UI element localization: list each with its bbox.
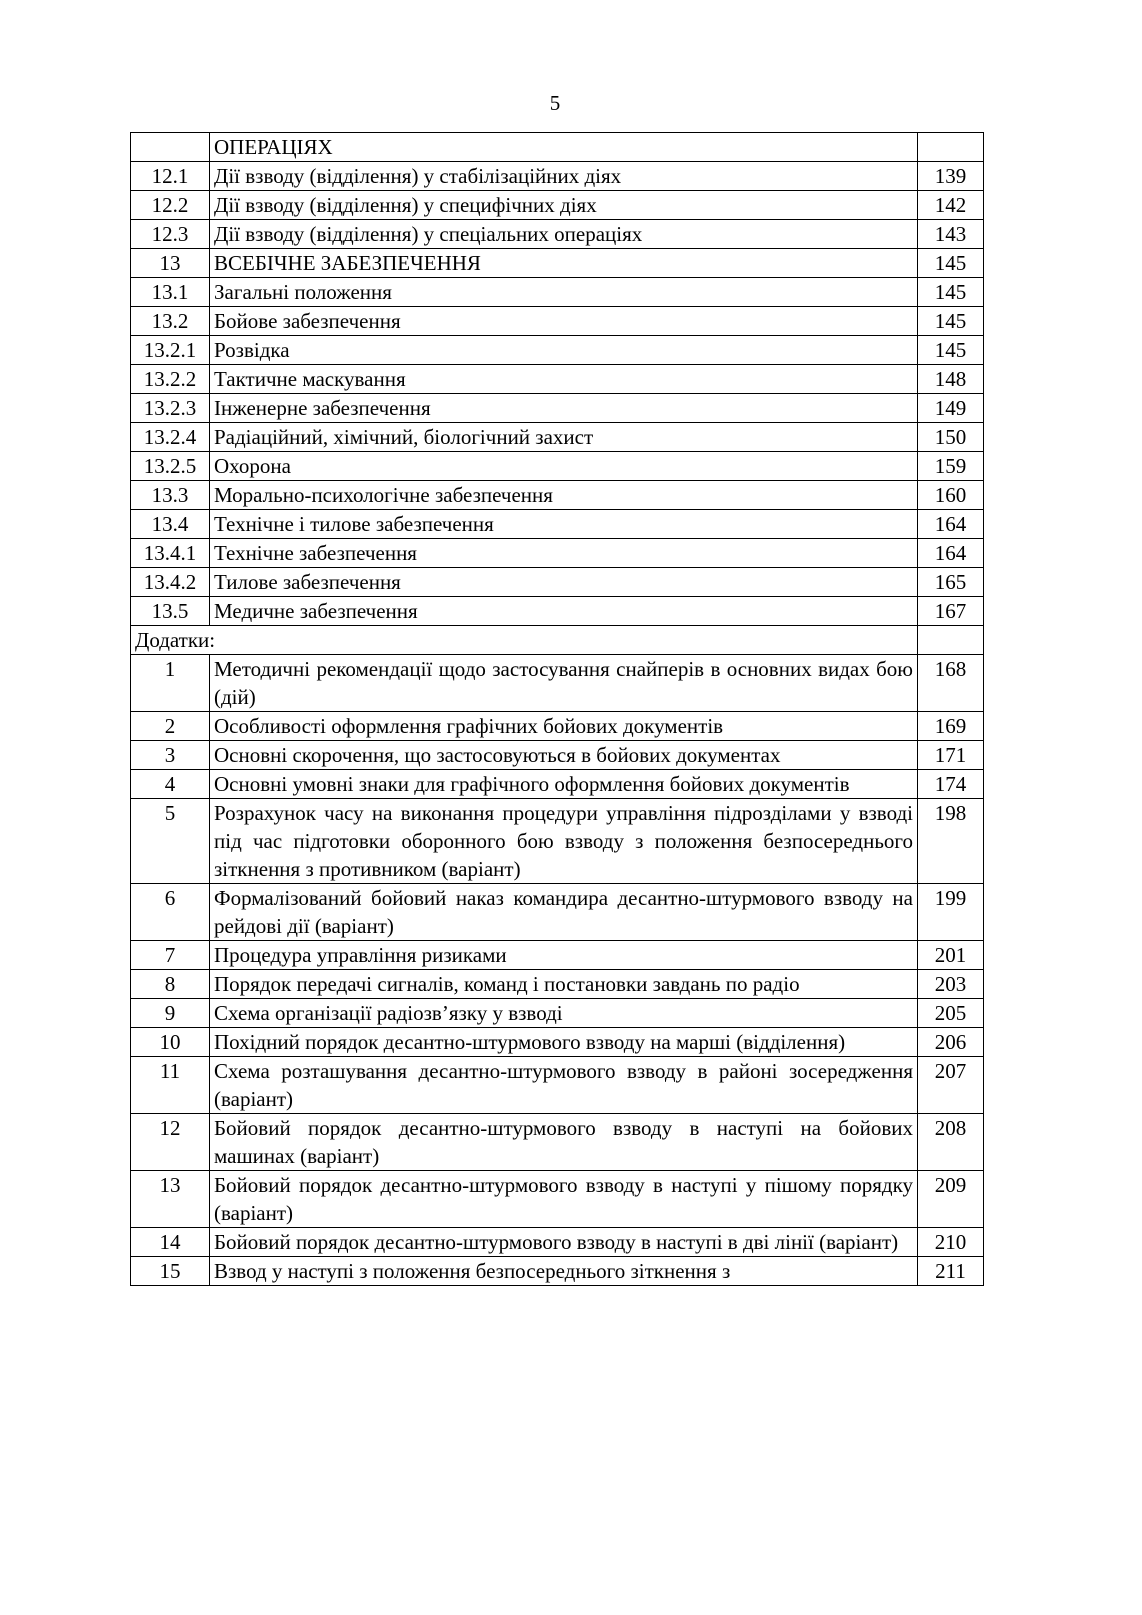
toc-row-number: 13.2.2 bbox=[131, 365, 210, 394]
table-row bbox=[131, 191, 984, 220]
toc-row-page: 145 bbox=[918, 336, 984, 365]
toc-row-number: 10 bbox=[131, 1028, 210, 1057]
toc-row-title: Технічне забезпечення bbox=[210, 539, 918, 568]
toc-row-title: Тилове забезпечення bbox=[210, 568, 918, 597]
toc-row-page: 203 bbox=[918, 970, 984, 999]
toc-row-page: 201 bbox=[918, 941, 984, 970]
toc-row-number: 12.3 bbox=[131, 220, 210, 249]
table-row bbox=[131, 539, 984, 568]
toc-row-page: 199 bbox=[918, 884, 984, 941]
toc-row-page: 205 bbox=[918, 999, 984, 1028]
toc-row-title: Взвод у наступі з положення безпосереднього зіткнення з bbox=[210, 1257, 918, 1286]
toc-row-title: Дії взводу (відділення) у спеціальних операціях bbox=[210, 220, 918, 249]
toc-row-title: Розвідка bbox=[210, 336, 918, 365]
toc-row-number: 6 bbox=[131, 884, 210, 941]
toc-row-number: 13.2.3 bbox=[131, 394, 210, 423]
toc-row-title: Тактичне маскування bbox=[210, 365, 918, 394]
toc-row-page: 208 bbox=[918, 1114, 984, 1171]
table-row bbox=[131, 1028, 984, 1057]
toc-row-number: 13.4 bbox=[131, 510, 210, 539]
toc-row-number: 13.4.2 bbox=[131, 568, 210, 597]
toc-row-page: 148 bbox=[918, 365, 984, 394]
toc-row-title: Морально-психологічне забезпечення bbox=[210, 481, 918, 510]
table-row bbox=[131, 568, 984, 597]
toc-row-number: 13.1 bbox=[131, 278, 210, 307]
toc-row-page: 167 bbox=[918, 597, 984, 626]
table-row bbox=[131, 423, 984, 452]
table-row bbox=[131, 884, 984, 941]
toc-row-page: 142 bbox=[918, 191, 984, 220]
toc-row-number: 13 bbox=[131, 249, 210, 278]
toc-row-page bbox=[918, 133, 984, 162]
toc-row-title: ОПЕРАЦІЯХ bbox=[210, 133, 918, 162]
table-row bbox=[131, 970, 984, 999]
toc-row-number: 7 bbox=[131, 941, 210, 970]
toc-row-number: 5 bbox=[131, 799, 210, 884]
toc-row-title: Порядок передачі сигналів, команд і постановки завдань по радіо bbox=[210, 970, 918, 999]
toc-row-title: ВСЕБІЧНЕ ЗАБЕЗПЕЧЕННЯ bbox=[210, 249, 918, 278]
table-row bbox=[131, 655, 984, 712]
table-row bbox=[131, 941, 984, 970]
toc-row-number: 13.5 bbox=[131, 597, 210, 626]
table-row bbox=[131, 1114, 984, 1171]
toc-row-page: 171 bbox=[918, 741, 984, 770]
toc-row-title: Схема розташування десантно-штурмового взводу в районі зосередження (варіант) bbox=[210, 1057, 918, 1114]
table-row bbox=[131, 597, 984, 626]
toc-row-title: Особливості оформлення графічних бойових документів bbox=[210, 712, 918, 741]
table-row bbox=[131, 220, 984, 249]
toc-row-title: Бойовий порядок десантно-штурмового взводу в наступі у пішому порядку (варіант) bbox=[210, 1171, 918, 1228]
toc-row-number: 9 bbox=[131, 999, 210, 1028]
toc-row-title: Похідний порядок десантно-штурмового взводу на марші (відділення) bbox=[210, 1028, 918, 1057]
toc-row-number bbox=[131, 133, 210, 162]
toc-row-number: 15 bbox=[131, 1257, 210, 1286]
toc-row-page: 198 bbox=[918, 799, 984, 884]
toc-row-title: Медичне забезпечення bbox=[210, 597, 918, 626]
table-row bbox=[131, 1257, 984, 1286]
toc-row-title: Бойовий порядок десантно-штурмового взводу в наступі на бойових машинах (варіант) bbox=[210, 1114, 918, 1171]
toc-row-page: 211 bbox=[918, 1257, 984, 1286]
table-row bbox=[131, 452, 984, 481]
toc-row-page: 164 bbox=[918, 539, 984, 568]
toc-row-number: 1 bbox=[131, 655, 210, 712]
table-row bbox=[131, 510, 984, 539]
table-row bbox=[131, 336, 984, 365]
table-row bbox=[131, 365, 984, 394]
toc-row-page: 207 bbox=[918, 1057, 984, 1114]
table-row bbox=[131, 481, 984, 510]
table-row bbox=[131, 1228, 984, 1257]
toc-row-number: 3 bbox=[131, 741, 210, 770]
toc-row-number: 13.3 bbox=[131, 481, 210, 510]
table-row bbox=[131, 741, 984, 770]
toc-row-page: 169 bbox=[918, 712, 984, 741]
toc-row-page bbox=[918, 626, 984, 655]
toc-row-title: Дії взводу (відділення) у стабілізаційних діях bbox=[210, 162, 918, 191]
toc-row-title: Розрахунок часу на виконання процедури управління підрозділами у взводі під час підготовки оборонного бою взводу з положення безпосереднього зіткнення з противником (варіант) bbox=[210, 799, 918, 884]
toc-row-title: Основні скорочення, що застосовуються в бойових документах bbox=[210, 741, 918, 770]
toc-row-number: 13.2 bbox=[131, 307, 210, 336]
toc-row-page: 206 bbox=[918, 1028, 984, 1057]
toc-row-page: 160 bbox=[918, 481, 984, 510]
toc-row-page: 139 bbox=[918, 162, 984, 191]
toc-row-number: 13 bbox=[131, 1171, 210, 1228]
toc-row-page: 174 bbox=[918, 770, 984, 799]
toc-row-title: Радіаційний, хімічний, біологічний захист bbox=[210, 423, 918, 452]
table-row bbox=[131, 162, 984, 191]
toc-row-page: 145 bbox=[918, 307, 984, 336]
toc-row-title: Загальні положення bbox=[210, 278, 918, 307]
toc-row-page: 149 bbox=[918, 394, 984, 423]
table-row bbox=[131, 249, 984, 278]
toc-row-number: 4 bbox=[131, 770, 210, 799]
toc-table-body bbox=[131, 133, 984, 1286]
toc-row-number: 13.2.1 bbox=[131, 336, 210, 365]
toc-row-title: Методичні рекомендації щодо застосування снайперів в основних видах бою (дій) bbox=[210, 655, 918, 712]
toc-row-number: 11 bbox=[131, 1057, 210, 1114]
toc-row-page: 164 bbox=[918, 510, 984, 539]
table-row bbox=[131, 394, 984, 423]
toc-row-title: Бойове забезпечення bbox=[210, 307, 918, 336]
table-row bbox=[131, 133, 984, 162]
table-row bbox=[131, 999, 984, 1028]
toc-row-title: Дії взводу (відділення) у специфічних діях bbox=[210, 191, 918, 220]
toc-row-page: 209 bbox=[918, 1171, 984, 1228]
toc-row-title: Бойовий порядок десантно-штурмового взводу в наступі в дві лінії (варіант) bbox=[210, 1228, 918, 1257]
toc-row-number: 13.2.4 bbox=[131, 423, 210, 452]
toc-row-number: 12.2 bbox=[131, 191, 210, 220]
toc-row-page: 168 bbox=[918, 655, 984, 712]
toc-row-page: 165 bbox=[918, 568, 984, 597]
toc-row-number: 2 bbox=[131, 712, 210, 741]
table-row bbox=[131, 278, 984, 307]
toc-row-number: 13.4.1 bbox=[131, 539, 210, 568]
page-number: 5 bbox=[549, 91, 561, 115]
toc-row-title: Технічне і тилове забезпечення bbox=[210, 510, 918, 539]
toc-row-page: 143 bbox=[918, 220, 984, 249]
toc-row-number: 8 bbox=[131, 970, 210, 999]
toc-row-title: Інженерне забезпечення bbox=[210, 394, 918, 423]
toc-row-title: Формалізований бойовий наказ командира десантно-штурмового взводу на рейдові дії (варіант) bbox=[210, 884, 918, 941]
table-of-contents bbox=[130, 132, 984, 1286]
table-row bbox=[131, 307, 984, 336]
toc-row-number: 13.2.5 bbox=[131, 452, 210, 481]
toc-row-title: Схема організації радіозв’язку у взводі bbox=[210, 999, 918, 1028]
toc-row-page: 145 bbox=[918, 249, 984, 278]
table-row bbox=[131, 799, 984, 884]
toc-row-title: Процедура управління ризиками bbox=[210, 941, 918, 970]
toc-row-title: Основні умовні знаки для графічного оформлення бойових документів bbox=[210, 770, 918, 799]
table-row bbox=[131, 770, 984, 799]
toc-row-number: 12 bbox=[131, 1114, 210, 1171]
table-row bbox=[131, 712, 984, 741]
toc-row-number: 12.1 bbox=[131, 162, 210, 191]
toc-row-page: 159 bbox=[918, 452, 984, 481]
toc-row-title: Охорона bbox=[210, 452, 918, 481]
toc-row-page: 210 bbox=[918, 1228, 984, 1257]
toc-row-page: 145 bbox=[918, 278, 984, 307]
toc-row-page: 150 bbox=[918, 423, 984, 452]
toc-row-number: 14 bbox=[131, 1228, 210, 1257]
table-row bbox=[131, 1171, 984, 1228]
table-row bbox=[131, 1057, 984, 1114]
table-row bbox=[131, 626, 984, 655]
toc-section-label: Додатки: bbox=[131, 626, 918, 655]
